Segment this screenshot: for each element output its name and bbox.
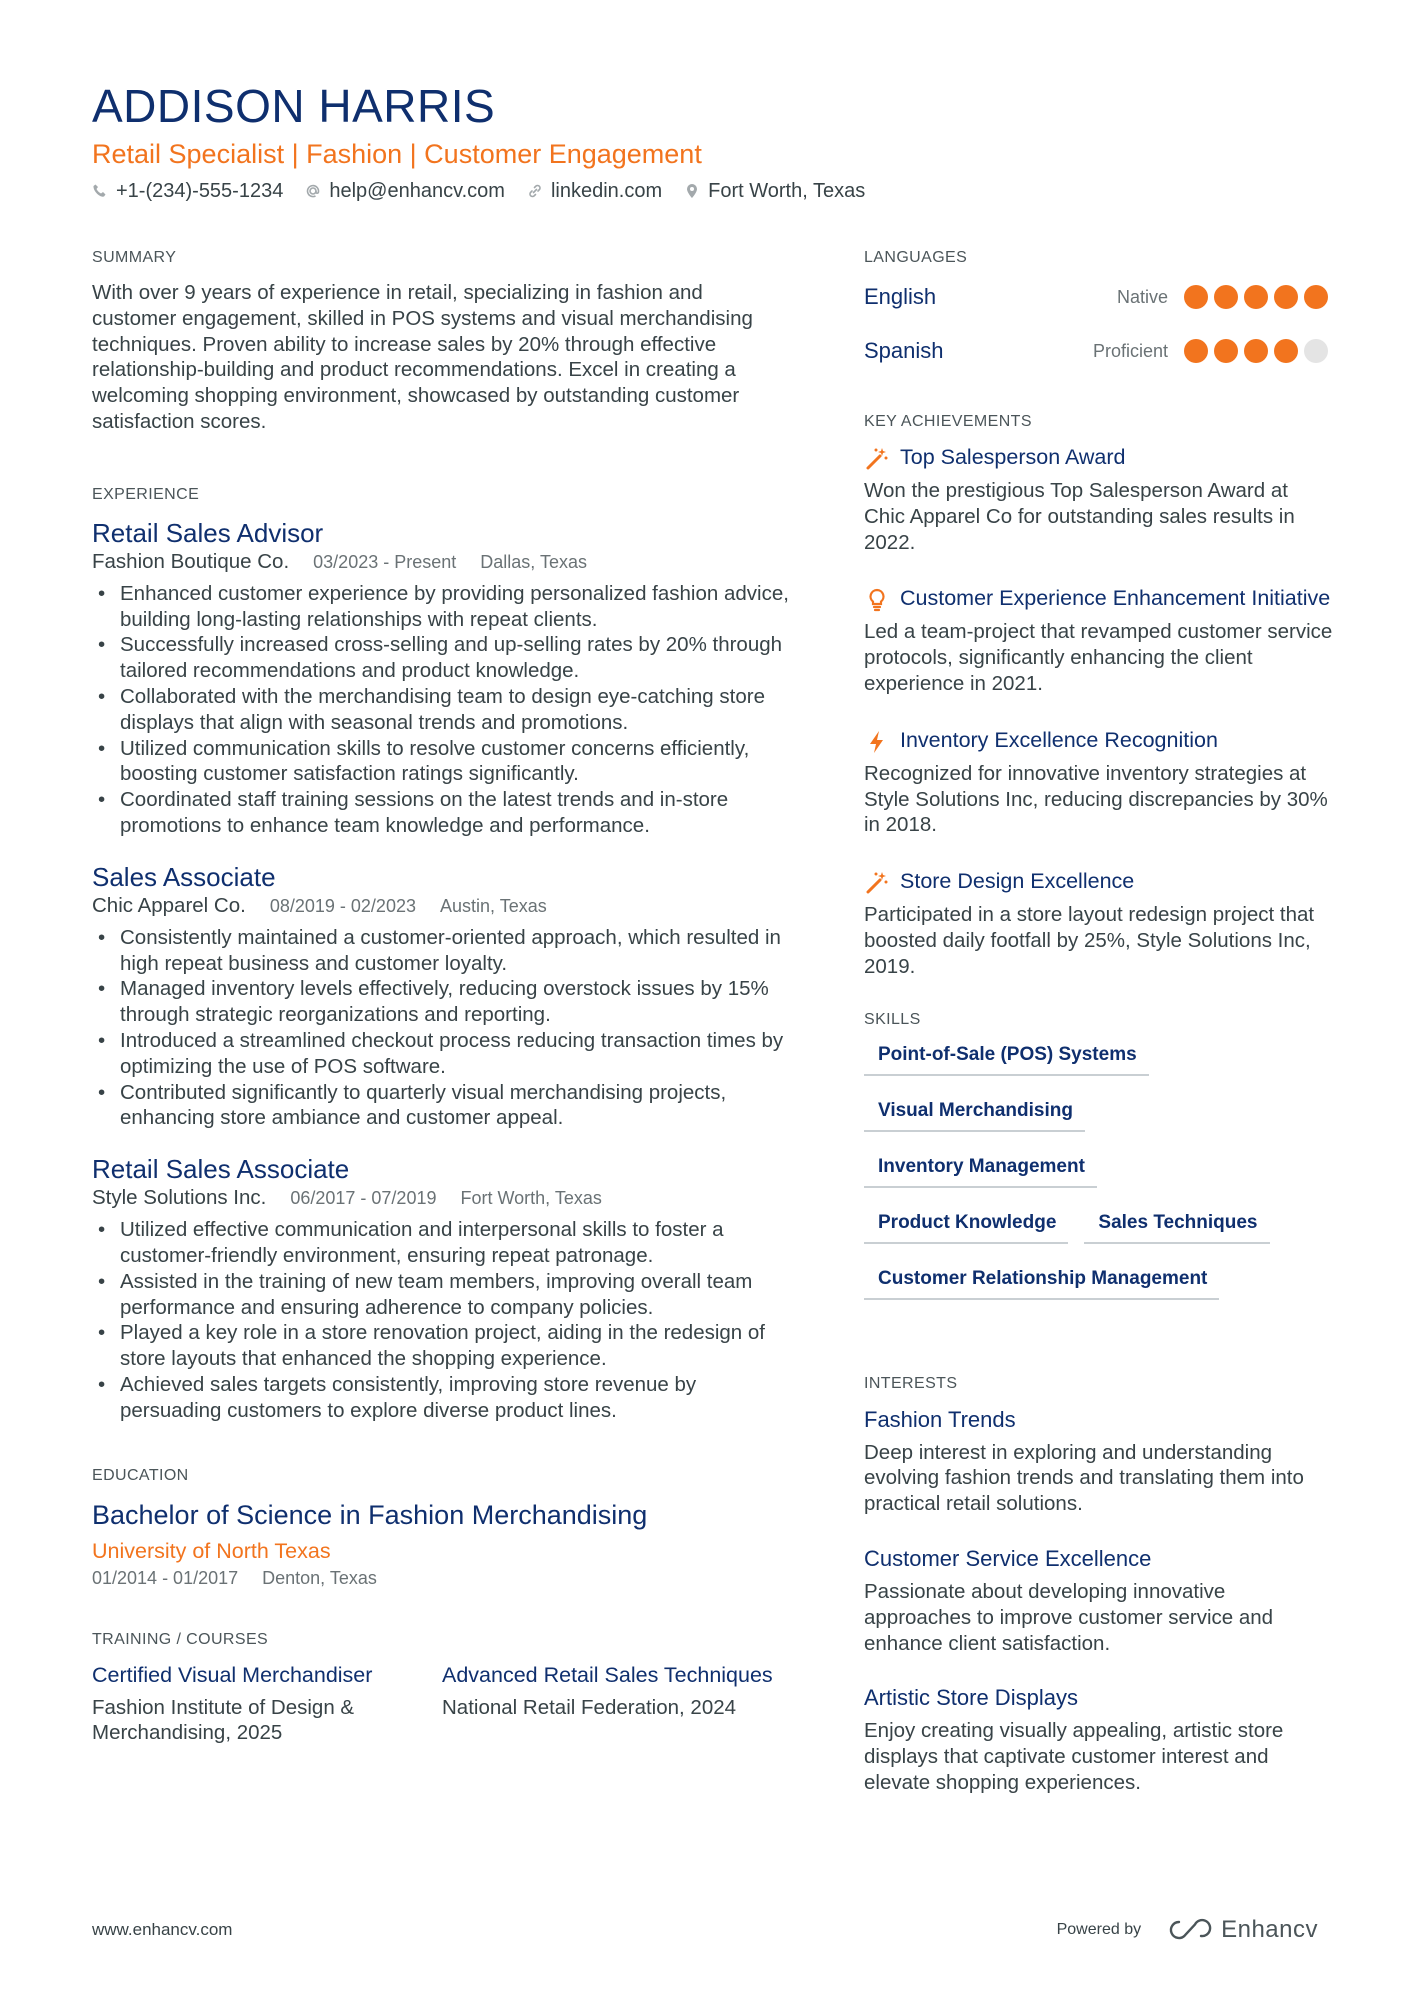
job-dates: 03/2023 - Present [313, 551, 457, 572]
at-sign-icon [305, 183, 321, 199]
job-meta [92, 893, 792, 919]
summary-text: With over 9 years of experience in retail, specializing in fashion and customer engagement, skilled in POS systems and visual merchandising techniques. Proven ability to increase sales by 20% through effective relationship-building and product recommendations. Excel in creating a welcoming shopping environment, showcased by outstanding customer satisfaction scores. [92, 281, 753, 433]
achievements-section [864, 412, 1334, 980]
education-location: Denton, Texas [262, 1567, 377, 1588]
brand-name: Enhancv [1221, 1916, 1318, 1943]
rating-dot [1304, 339, 1328, 363]
achievement-desc: Recognized for innovative inventory strategies at Style Solutions Inc, reducing discrepancies by 30% in 2018. [864, 761, 1328, 837]
contact-location [684, 176, 865, 206]
achievement-header [864, 585, 1334, 613]
location-text: Fort Worth, Texas [708, 180, 866, 202]
job-location: Dallas, Texas [480, 551, 587, 572]
job-title: Sales Associate [92, 861, 276, 892]
achievement-item [864, 868, 1334, 979]
magic-wand-icon [864, 870, 890, 896]
course-provider: National Retail Federation, 2024 [442, 1695, 737, 1719]
lightbulb-icon [864, 587, 890, 613]
skills-row [864, 1262, 1334, 1318]
link-icon [527, 183, 543, 199]
powered-by [1057, 1916, 1318, 1944]
job-dates: 06/2017 - 07/2019 [290, 1188, 437, 1209]
job-company: Style Solutions Inc. [92, 1186, 267, 1210]
phone-icon [92, 183, 108, 199]
achievement-title: Top Salesperson Award [900, 445, 1126, 469]
achievement-header [864, 727, 1334, 755]
job-title: Retail Sales Advisor [92, 517, 324, 548]
powered-by-label: Powered by [1056, 1921, 1142, 1938]
footer-url-link[interactable]: www.enhancv.com [92, 1920, 233, 1939]
rating-dot [1244, 339, 1268, 363]
skills-row [864, 1094, 1334, 1150]
job-meta [92, 549, 792, 575]
location-pin-icon [684, 183, 700, 199]
job-entry [92, 1153, 792, 1423]
course-item [442, 1662, 792, 1747]
achievement-item [864, 444, 1334, 555]
enhancv-logo-icon [1167, 1918, 1213, 1942]
section-title: KEY ACHIEVEMENTS [864, 413, 1032, 430]
bullet-item: • Assisted in the training of new team members, improving overall team performance and ensuring adherence to company policies. [92, 1269, 792, 1321]
interest-item [864, 1545, 1334, 1656]
job-entry [92, 517, 792, 839]
job-bullets [92, 581, 792, 839]
job-dates: 08/2019 - 02/2023 [269, 895, 416, 916]
skills-row [864, 1150, 1334, 1206]
rating-dot [1214, 339, 1238, 363]
bullet-item: • Enhanced customer experience by providing personalized fashion advice, building long-lasting relationships with repeat clients. [92, 581, 792, 633]
degree-title: Bachelor of Science in Fashion Merchandising [92, 1499, 648, 1530]
job-company: Fashion Boutique Co. [92, 549, 290, 573]
achievement-title: Store Design Excellence [900, 869, 1135, 894]
achievement-item [864, 727, 1334, 838]
language-name: Spanish [864, 338, 944, 363]
section-title: INTERESTS [864, 1374, 958, 1392]
bullet-item: • Coordinated staff training sessions on the latest trends and in-store promotions to enhance team knowledge and performance. [92, 787, 792, 839]
language-row [864, 270, 1334, 324]
interest-item [864, 1406, 1334, 1517]
resume-header [92, 78, 1332, 206]
interests-section [864, 1374, 1334, 1796]
section-title: SKILLS [864, 1010, 921, 1028]
skills-section [864, 1010, 1334, 1318]
school-name: University of North Texas [92, 1538, 331, 1563]
phone-text: +1-(234)-555-1234 [116, 180, 284, 202]
skill-tag: Product Knowledge [864, 1206, 1068, 1244]
achievement-desc: Led a team-project that revamped customer service protocols, significantly enhancing the client experience in 2021. [864, 620, 1333, 695]
job-location: Fort Worth, Texas [460, 1188, 602, 1209]
language-rating [1184, 339, 1334, 363]
interest-item [864, 1684, 1334, 1795]
job-bullets [92, 925, 792, 1131]
skills-row [864, 1206, 1334, 1262]
rating-dot [1184, 339, 1208, 363]
language-level: Native [1116, 286, 1168, 307]
linkedin-text: linkedin.com [550, 180, 663, 202]
achievement-desc: Won the prestigious Top Salesperson Award at Chic Apparel Co for outstanding sales results in 2022. [864, 479, 1295, 554]
achievement-item [864, 585, 1334, 696]
experience-section [92, 485, 792, 1424]
skill-tag: Customer Relationship Management [864, 1262, 1219, 1300]
bullet-item: • Introduced a streamlined checkout process reducing transaction times by optimizing the use of POS software. [92, 1028, 792, 1080]
language-row [864, 324, 1334, 378]
candidate-name: ADDISON HARRIS [92, 80, 496, 132]
rating-dot [1184, 285, 1208, 309]
education-dates: 01/2014 - 01/2017 [92, 1567, 239, 1588]
bullet-item: • Consistently maintained a customer-oriented approach, which resulted in high repeat business and customer loyalty. [92, 925, 792, 977]
achievement-desc: Participated in a store layout redesign project that boosted daily footfall by 25%, Style Solutions Inc, 2019. [864, 903, 1315, 978]
achievement-title: Inventory Excellence Recognition [900, 727, 1218, 752]
course-item [92, 1662, 442, 1747]
interest-desc: Passionate about developing innovative approaches to improve customer service and enhance client satisfaction. [864, 1579, 1274, 1655]
candidate-headline: Retail Specialist | Fashion | Customer Engagement [92, 139, 702, 169]
skill-tag: Visual Merchandising [864, 1094, 1085, 1132]
language-level: Proficient [1092, 340, 1168, 361]
education-meta [92, 1566, 792, 1590]
skills-list [864, 1038, 1334, 1318]
language-rating [1184, 285, 1334, 309]
section-title: EDUCATION [92, 1466, 189, 1484]
lightning-bolt-icon [864, 729, 890, 755]
enhancv-logo[interactable] [1167, 1916, 1318, 1944]
bullet-item: • Achieved sales targets consistently, improving store revenue by persuading customers to explore diverse product lines. [92, 1372, 792, 1424]
languages-section [864, 248, 1334, 378]
bullet-item: • Played a key role in a store renovation project, aiding in the redesign of store layouts that enhanced the shopping experience. [92, 1320, 792, 1372]
bullet-item: • Contributed significantly to quarterly visual merchandising projects, enhancing store ambiance and customer appeal. [92, 1080, 792, 1132]
magic-wand-icon [864, 446, 890, 472]
skills-row [864, 1038, 1334, 1094]
rating-dot [1304, 285, 1328, 309]
job-title: Retail Sales Associate [92, 1154, 350, 1185]
section-title: EXPERIENCE [92, 485, 200, 503]
interest-desc: Deep interest in exploring and understanding evolving fashion trends and translating them into practical retail solutions. [864, 1440, 1304, 1516]
interest-title: Artistic Store Displays [864, 1685, 1078, 1711]
course-provider: Fashion Institute of Design & Merchandising, 2025 [92, 1695, 355, 1745]
course-list [92, 1662, 792, 1747]
section-title: TRAINING / COURSES [92, 1630, 269, 1648]
job-meta [92, 1185, 792, 1211]
achievement-header [864, 868, 1334, 896]
bullet-item: • Managed inventory levels effectively, reducing overstock issues by 15% through strategic reorganizations and reporting. [92, 976, 792, 1028]
page-footer [92, 1916, 1318, 1944]
language-name: English [864, 284, 937, 309]
job-company: Chic Apparel Co. [92, 893, 246, 917]
right-column [864, 248, 1334, 1840]
job-entry [92, 861, 792, 1131]
skill-tag: Inventory Management [864, 1150, 1097, 1188]
rating-dot [1274, 285, 1298, 309]
training-section [92, 1630, 792, 1747]
email-text: help@enhancv.com [329, 180, 505, 202]
interest-desc: Enjoy creating visually appealing, artistic store displays that captivate customer interest and elevate shopping experiences. [864, 1719, 1284, 1794]
skill-tag: Point-of-Sale (POS) Systems [864, 1038, 1149, 1076]
bullet-item: • Collaborated with the merchandising team to design eye-catching store displays that align with seasonal trends and promotions. [92, 684, 792, 736]
contact-bar [92, 176, 1332, 206]
rating-dot [1274, 339, 1298, 363]
interest-title: Customer Service Excellence [864, 1545, 1152, 1571]
interest-title: Fashion Trends [864, 1406, 1016, 1432]
skill-tag: Sales Techniques [1084, 1206, 1269, 1244]
job-bullets [92, 1217, 792, 1423]
bullet-item: • Utilized communication skills to resolve customer concerns efficiently, boosting customer satisfaction ratings significantly. [92, 736, 792, 788]
rating-dot [1244, 285, 1268, 309]
left-column [92, 248, 792, 1790]
education-section [92, 1466, 792, 1590]
achievement-header [864, 444, 1334, 472]
contact-phone[interactable] [92, 176, 283, 206]
rating-dot [1214, 285, 1238, 309]
achievement-title: Customer Experience Enhancement Initiative [900, 586, 1331, 611]
bullet-item: • Successfully increased cross-selling and up-selling rates by 20% through tailored recommendations and product knowledge. [92, 632, 792, 684]
summary-section [92, 248, 792, 435]
job-location: Austin, Texas [439, 895, 547, 916]
section-title: LANGUAGES [864, 249, 968, 266]
contact-email[interactable] [305, 176, 505, 206]
course-title: Advanced Retail Sales Techniques [442, 1662, 773, 1687]
bullet-item: • Utilized effective communication and interpersonal skills to foster a customer-friendly environment, ensuring repeat patronage. [92, 1217, 792, 1269]
course-title: Certified Visual Merchandiser [92, 1662, 373, 1687]
section-title: SUMMARY [92, 249, 177, 266]
contact-linkedin[interactable] [527, 176, 662, 206]
